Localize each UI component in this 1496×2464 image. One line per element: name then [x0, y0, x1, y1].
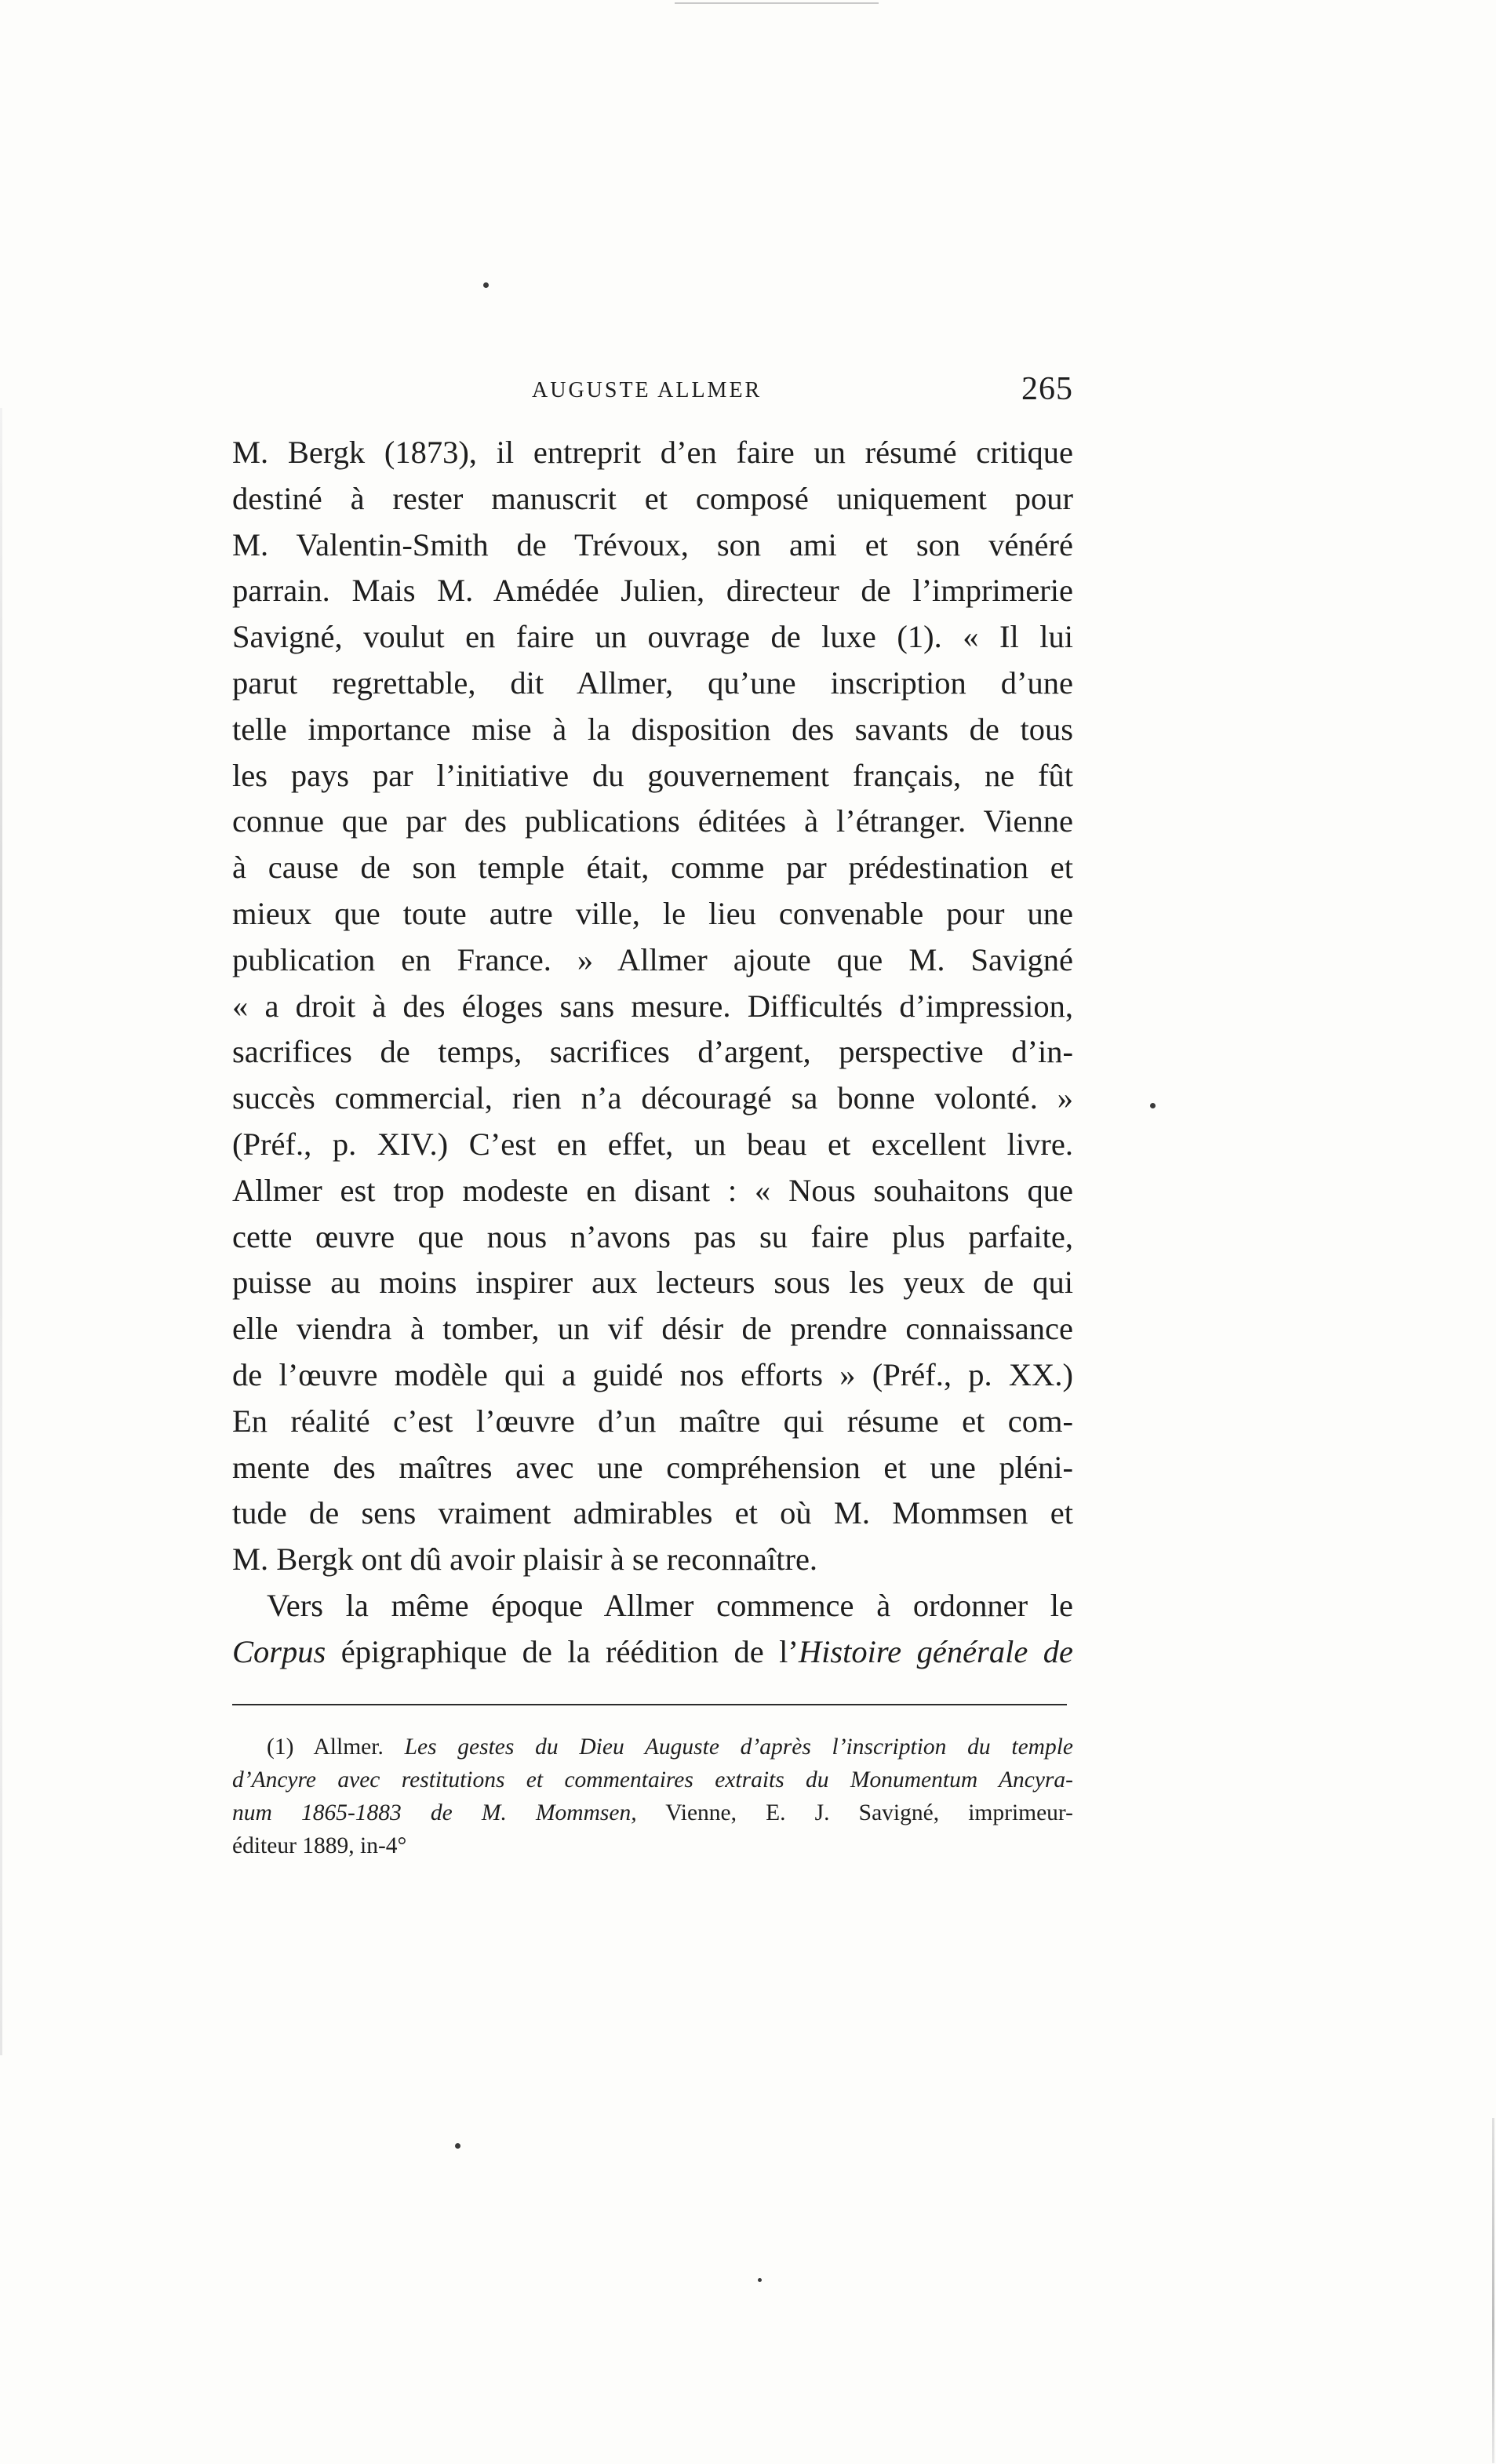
text-line	[232, 522, 1073, 569]
footnote-text: (1) Allmer.	[267, 1734, 405, 1760]
running-title: AUGUSTE ALLMER	[532, 378, 763, 402]
line-text: M. Bergk (1873), il entreprit d’en faire un résumé critique	[232, 435, 1073, 470]
scan-speck	[455, 2143, 460, 2149]
line-text: elle viendra à tomber, un vif désir de prendre connaissance	[232, 1311, 1073, 1347]
text-line	[232, 1490, 1073, 1537]
footnote-italic: d’Ancyre avec restitutions et commentaires extraits du Monumentum Ancyra-	[232, 1767, 1073, 1792]
text-line	[232, 1629, 1073, 1676]
footnote	[232, 1731, 1073, 1862]
scan-edge-left	[0, 408, 2, 2055]
text-line	[232, 1583, 1073, 1629]
text-line	[232, 1352, 1073, 1399]
scan-speck	[1150, 1103, 1156, 1108]
line-text: Vers la même époque Allmer commence à ordonner le	[267, 1587, 1073, 1623]
line-text: (Préf., p. XIV.) C’est en effet, un beau et excellent livre.	[232, 1126, 1073, 1162]
line-text: « a droit à des éloges sans mesure. Difficultés d’impression,	[232, 988, 1073, 1024]
footnote-italic: Les gestes du Dieu Auguste d’après l’inscription du temple	[404, 1734, 1074, 1760]
text-line	[232, 1260, 1073, 1306]
footnote-line	[232, 1829, 1073, 1862]
line-text: Savigné, voulut en faire un ouvrage de luxe (1). « Il lui	[232, 619, 1073, 655]
line-text: En réalité c’est l’œuvre d’un maître qui résume et com-	[232, 1403, 1073, 1439]
text-line	[232, 799, 1073, 845]
text-line	[232, 845, 1073, 891]
line-text: M. Valentin-Smith de Trévoux, son ami et son vénéré	[232, 526, 1073, 562]
text-line	[232, 1445, 1073, 1491]
text-line	[232, 1214, 1073, 1261]
line-text: puisse au moins inspirer aux lecteurs sous les yeux de qui	[232, 1265, 1073, 1301]
scan-speck	[758, 2278, 762, 2282]
footnote-text: éditeur 1889, in-4°	[232, 1833, 407, 1858]
text-line	[232, 661, 1073, 707]
line-text: Allmer est trop modeste en disant : « Nous souhaitons que	[232, 1172, 1073, 1208]
text-line	[232, 476, 1073, 522]
text-line	[232, 1537, 1073, 1583]
page-number: 265	[1021, 371, 1073, 407]
text-line	[232, 1029, 1073, 1075]
text-line	[232, 430, 1073, 476]
text-line	[232, 1122, 1073, 1168]
footnote-line	[232, 1796, 1073, 1829]
text-line	[232, 891, 1073, 937]
text-line	[232, 1168, 1073, 1214]
text-line	[232, 984, 1073, 1030]
text-line	[232, 614, 1073, 661]
text-line	[232, 937, 1073, 984]
line-text: publication en France. » Allmer ajoute que M. Savigné	[232, 941, 1073, 977]
line-text: cette œuvre que nous n’avons pas su faire plus parfaite,	[232, 1218, 1073, 1254]
line-text: connue que par des publications éditées à l’étranger. Vienne	[232, 803, 1073, 839]
line-text: parrain. Mais M. Amédée Julien, directeur de l’imprimerie	[232, 573, 1073, 609]
line-text: sacrifices de temps, sacrifices d’argent, perspective d’in-	[232, 1034, 1073, 1070]
footnote-text: Vienne, E. J. Savigné, imprimeur-	[636, 1800, 1073, 1825]
line-text: à cause de son temple était, comme par prédestination et	[232, 850, 1073, 886]
footnote-italic: num 1865-1883 de M. Mommsen,	[232, 1800, 637, 1825]
line-text: succès commercial, rien n’a découragé sa bonne volonté. »	[232, 1080, 1073, 1116]
scan-speck	[483, 282, 489, 288]
line-text: épigraphique de la réédition de l’	[326, 1633, 799, 1669]
line-text: M. Bergk ont dû avoir plaisir à se reconnaître.	[232, 1541, 818, 1578]
text-line	[232, 568, 1073, 614]
text-line	[232, 707, 1073, 753]
italic-text: Corpus	[232, 1633, 326, 1669]
footnote-separator	[232, 1704, 1067, 1705]
text-line	[232, 1306, 1073, 1352]
line-text: telle importance mise à la disposition des savants de tous	[232, 711, 1073, 747]
running-head	[232, 371, 1073, 411]
scan-edge-right	[1492, 2118, 1494, 2463]
text-line	[232, 1075, 1073, 1122]
line-text: de l’œuvre modèle qui a guidé nos efforts » (Préf., p. XX.)	[232, 1356, 1073, 1392]
text-line	[232, 1399, 1073, 1445]
line-text: parut regrettable, dit Allmer, qu’une inscription d’une	[232, 664, 1073, 701]
line-text: destiné à rester manuscrit et composé uniquement pour	[232, 480, 1073, 516]
line-text: mente des maîtres avec une compréhension et une pléni-	[232, 1449, 1073, 1485]
line-text: les pays par l’initiative du gouvernement français, ne fût	[232, 757, 1073, 793]
scan-top-mark	[675, 2, 879, 4]
text-line	[232, 753, 1073, 799]
body-text	[232, 430, 1073, 1676]
line-text: tude de sens vraiment admirables et où M. Mommsen et	[232, 1495, 1073, 1531]
footnote-line	[232, 1731, 1073, 1763]
footnote-line	[232, 1763, 1073, 1796]
italic-text: Histoire générale de	[798, 1633, 1073, 1669]
line-text: mieux que toute autre ville, le lieu convenable pour une	[232, 895, 1073, 931]
